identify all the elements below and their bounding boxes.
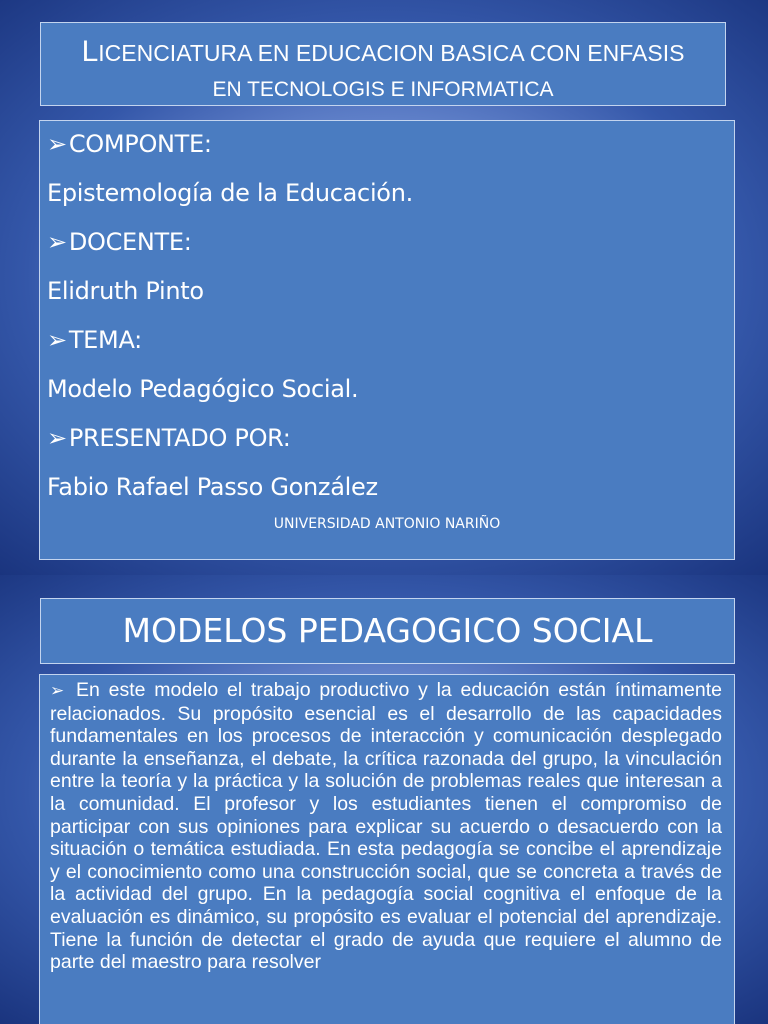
- componente-heading: [47, 129, 212, 159]
- docente-label: DOCENTE:: [68, 228, 192, 256]
- slide-1-title-line-2: EN TECNOLOGIS E INFORMATICA: [212, 78, 554, 101]
- slide-2: [0, 575, 768, 1024]
- docente-heading: [47, 227, 192, 257]
- presentado-label: PRESENTADO POR:: [68, 424, 291, 452]
- tema-label: TEMA:: [68, 326, 142, 354]
- arrow-bullet-icon: ➢: [50, 681, 65, 700]
- tema-heading: [47, 325, 142, 355]
- slide-2-content-box: [39, 674, 735, 1024]
- tema-value: Modelo Pedagógico Social.: [47, 375, 359, 403]
- title-first-letter: L: [81, 35, 99, 68]
- componente-value: Epistemología de la Educación.: [47, 179, 413, 207]
- arrow-bullet-icon: ➢: [47, 424, 67, 452]
- slide-1-content-box: [39, 120, 735, 560]
- slide-1-title-box: [40, 22, 726, 106]
- arrow-bullet-icon: ➢: [47, 228, 67, 256]
- componente-label: COMPONTE:: [68, 130, 212, 158]
- presentado-value: Fabio Rafael Passo González: [47, 473, 378, 501]
- slide-2-title: MODELOS PEDAGOGICO SOCIAL: [40, 598, 735, 664]
- slide-2-paragraph: [50, 679, 722, 974]
- arrow-bullet-icon: ➢: [47, 326, 67, 354]
- university-name: UNIVERSIDAD ANTONIO NARIÑO: [273, 516, 501, 532]
- title-rest: ICENCIATURA EN EDUCACION BASICA CON ENFASIS: [98, 40, 685, 66]
- arrow-bullet-icon: ➢: [47, 130, 67, 158]
- presentado-heading: [47, 423, 291, 453]
- slide-1-title-line-1: [41, 37, 725, 68]
- docente-value: Elidruth Pinto: [47, 277, 204, 305]
- paragraph-text: En este modelo el trabajo productivo y la educación están íntimamente relacionados. Su propósito esencial es el desarrollo de las capacidades fundamentales en los procesos de interacción y comunicación desplegado durante la enseñanza, el debate, la crítica razonada del grupo, la vinculación entre la teoría y la práctica y la solución de problemas reales que interesan a la comunidad. El profesor y los estudiantes tienen el compromiso de participar con sus opiniones para explicar su acuerdo o desacuerdo con la situación o temática estudiada. En esta pedagogía se concibe el aprendizaje y el conocimiento como una construcción social, que se concreta a través de la actividad del grupo. En la pedagogía social cognitiva el enfoque de la evaluación es dinámico, su propósito es evaluar el potencial del aprendizaje. Tiene la función de detectar el grado de ayuda que requiere el alumno de parte del maestro para resolver: [50, 679, 722, 974]
